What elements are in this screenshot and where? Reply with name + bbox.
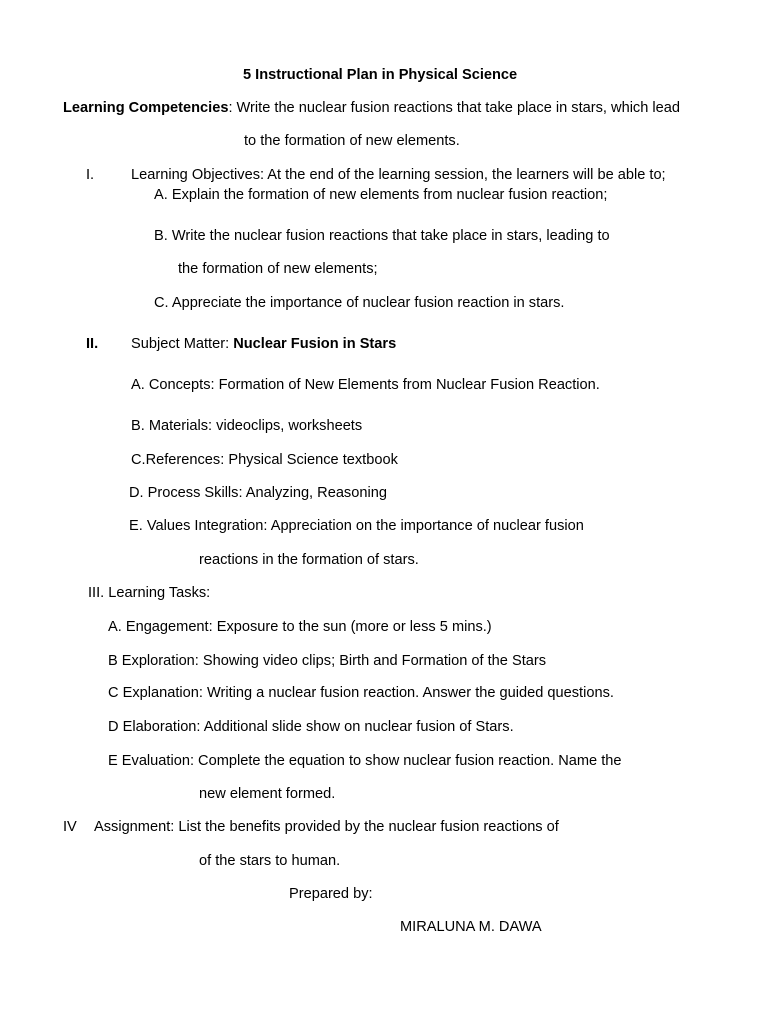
author-name: MIRALUNA M. DAWA — [400, 919, 542, 935]
prepared-by-label: Prepared by: — [289, 886, 373, 902]
section-2-number: II. — [86, 336, 99, 352]
objective-c: C. Appreciate the importance of nuclear fusion reaction in stars. — [154, 295, 565, 311]
learning-competencies — [63, 99, 680, 117]
subject-process-skills: D. Process Skills: Analyzing, Reasoning — [129, 485, 387, 501]
subject-references: C.References: Physical Science textbook — [131, 452, 398, 468]
learning-objectives-heading: Learning Objectives: At the end of the learning session, the learners will be able to; — [131, 167, 666, 183]
learning-tasks-heading: III. Learning Tasks: — [88, 585, 211, 601]
task-explanation: C Explanation: Writing a nuclear fusion reaction. Answer the guided questions. — [108, 685, 614, 701]
subject-matter-label: Subject Matter: — [131, 336, 234, 352]
objective-a: A. Explain the formation of new elements from nuclear fusion reaction; — [154, 187, 608, 203]
subject-materials: B. Materials: videoclips, worksheets — [131, 418, 363, 434]
competencies-text: : Write the nuclear fusion reactions that take place in stars, which lead — [228, 100, 680, 116]
subject-concepts: A. Concepts: Formation of New Elements from Nuclear Fusion Reaction. — [131, 377, 600, 393]
subject-matter-topic: Nuclear Fusion in Stars — [233, 336, 397, 352]
assignment-continuation: of the stars to human. — [199, 853, 341, 869]
subject-values-integration: E. Values Integration: Appreciation on the importance of nuclear fusion — [129, 518, 584, 534]
subject-matter-heading — [131, 335, 396, 353]
competencies-continuation: to the formation of new elements. — [244, 133, 460, 149]
task-elaboration: D Elaboration: Additional slide show on nuclear fusion of Stars. — [108, 719, 514, 735]
task-evaluation: E Evaluation: Complete the equation to show nuclear fusion reaction. Name the — [108, 753, 622, 769]
assignment-text: Assignment: List the benefits provided by the nuclear fusion reactions of — [94, 819, 559, 835]
task-evaluation-continuation: new element formed. — [199, 786, 336, 802]
competencies-label: Learning Competencies — [63, 100, 229, 116]
section-4-number: IV — [63, 819, 77, 835]
document-title: 5 Instructional Plan in Physical Science — [243, 67, 518, 83]
section-1-number: I. — [86, 167, 95, 183]
objective-b: B. Write the nuclear fusion reactions that take place in stars, leading to — [154, 228, 610, 244]
task-engagement: A. Engagement: Exposure to the sun (more or less 5 mins.) — [108, 619, 492, 635]
subject-values-continuation: reactions in the formation of stars. — [199, 552, 419, 568]
objective-b-continuation: the formation of new elements; — [178, 261, 378, 277]
task-exploration: B Exploration: Showing video clips; Birth and Formation of the Stars — [108, 653, 547, 669]
